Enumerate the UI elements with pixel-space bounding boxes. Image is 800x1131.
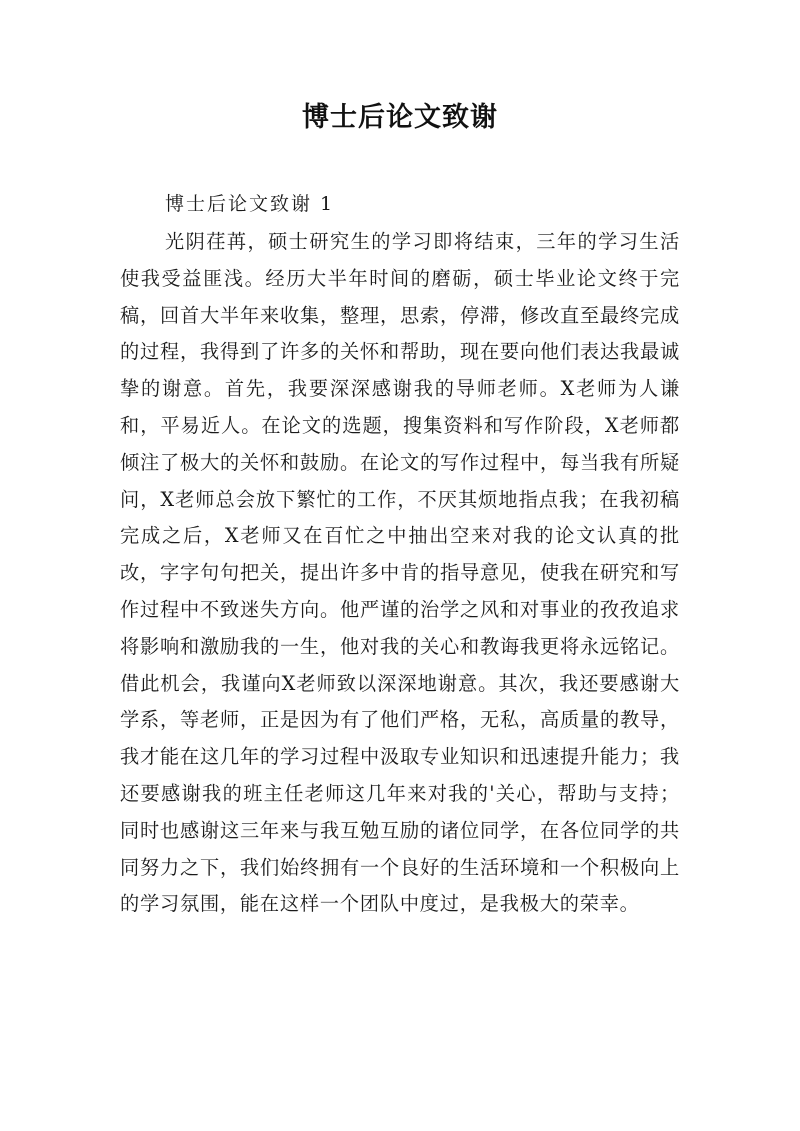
document-title: 博士后论文致谢 bbox=[302, 102, 498, 133]
section-heading: 博士后论文致谢 1 bbox=[165, 193, 335, 215]
body-paragraph: 光阴荏苒，硕士研究生的学习即将结束，三年的学习生活使我受益匪浅。经历大半年时间的磨砺，硕士毕业论文终于完稿，回首大半年来收集，整理，思索，停滞，修改直至最终完成的过程，我得到了许多的关怀和帮助，现在要向他们表达我最诚挚的谢意。首先，我要深深感谢我的导师老师。X老师为人谦和，平易近人。在论文的选题，搜集资料和写作阶段，X老师都倾注了极大的关怀和鼓励。在论文的写作过程中，每当我有所疑问，X老师总会放下繁忙的工作，不厌其烦地指点我；在我初稿完成之后，X老师又在百忙之中抽出空来对我的论文认真的批改，字字句句把关，提出许多中肯的指导意见，使我在研究和写作过程中不致迷失方向。他严谨的治学之风和对事业的孜孜追求将影响和激励我的一生，他对我的关心和教诲我更将永远铭记。借此机会，我谨向X老师致以深深地谢意。其次，我还要感谢大学系，等老师，正是因为有了他们严格，无私，高质量的教导，我才能在这几年的学习过程中汲取专业知识和迅速提升能力；我还要感谢我的班主任老师这几年来对我的'关心，帮助与支持；同时也感谢这三年来与我互勉互励的诸位同学，在各位同学的共同努力之下，我们始终拥有一个良好的生活环境和一个积极向上的学习氛围，能在这样一个团队中度过，是我极大的荣幸。 bbox=[120, 230, 680, 916]
